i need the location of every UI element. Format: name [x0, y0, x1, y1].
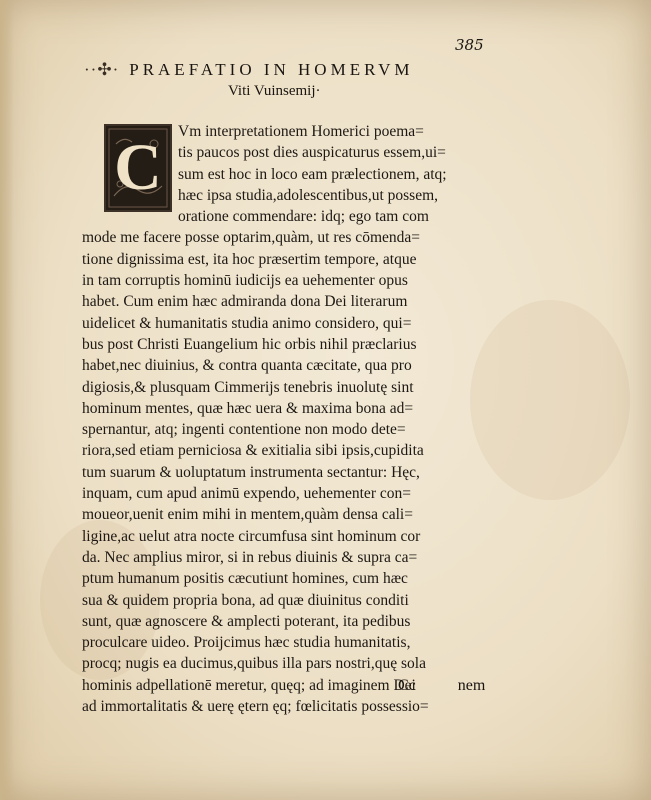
text-line: habet,nec diuinius, & contra quanta cæcitate, qua pro	[82, 357, 412, 375]
text-line: spernantur, atq; ingenti contentione non modo dete=	[82, 421, 406, 439]
text-line: habet. Cum enim hæc admiranda dona Dei literarum	[82, 293, 408, 311]
text-line: sunt, quæ agnoscere & amplecti poterant, ita pedibus	[82, 612, 411, 630]
text-line: digiosis,& plusquam Cimmerijs tenebris inuolutę sint	[82, 378, 414, 396]
text-line: Vm interpretationem Homerici poema=	[178, 123, 424, 140]
text-line: bus post Christi Euangelium hic orbis nihil præclarius	[82, 335, 417, 353]
body-text	[82, 121, 447, 717]
text-line: inquam, cum apud animū expendo, uehementer con=	[82, 485, 411, 503]
ornament-icon: ··✣·	[84, 60, 120, 79]
text-line: moueor,uenit enim mihi in mentem,quàm densa cali=	[82, 506, 413, 524]
running-head	[84, 60, 524, 80]
text-line: oratione commendare: idq; ego tam com	[178, 208, 429, 226]
text-line: in tam corruptis hominū iudicijs ea uehementer opus	[82, 272, 408, 290]
text-line: hominum mentes, quæ hæc uera & maxima bona ad=	[82, 399, 414, 417]
text-line: mode me facere posse optarim,quàm, ut res cōmenda=	[82, 229, 420, 247]
text-line: tis paucos post dies auspicaturus essem,ui=	[178, 144, 446, 162]
text-line: riora,sed etiam perniciosa & exitialia sibi ipsis,cupidita	[82, 442, 424, 460]
text-line: sum est hoc in loco eam prælectionem, atq;	[178, 165, 447, 183]
text-line: hominis adpellationē meretur, quęq; ad imaginem Dei	[82, 676, 416, 694]
text-line: proculcare uideo. Proijcimus hæc studia humanitatis,	[82, 634, 411, 652]
page-edge-shadow	[0, 0, 14, 800]
text-line: uidelicet & humanitatis studia animo considero, qui=	[82, 314, 412, 332]
text-line: hæc ipsa studia,adolescentibus,ut possem,	[178, 186, 439, 204]
text-line: ptum humanum positis cæcutiunt homines, cum hæc	[82, 570, 408, 588]
author-line: Viti Vuinsemij·	[228, 83, 321, 99]
text-line: sua & quidem propria bona, ad quæ diuinitus conditi	[82, 591, 409, 609]
initial-letter: C	[114, 131, 162, 204]
text-line: procq; nugis ea ducimus,quibus illa pars nostri,quę sola	[82, 655, 426, 673]
text-line: ligine,ac uelut atra nocte circumfusa sint hominum cor	[82, 527, 421, 545]
text-line: tione dignissima est, ita hoc præsertim tempore, atque	[82, 250, 417, 268]
page-number: 385	[455, 36, 484, 54]
paper-stain	[470, 300, 630, 500]
text-line: ad immortalitatis & uerę ętern ęq; fœlicitatis possessio=	[82, 698, 429, 716]
text-line: tum suarum & uoluptatum instrumenta sectantur: Hęc,	[82, 463, 420, 481]
running-head-title: PRAEFATIO IN HOMERVM	[129, 60, 414, 79]
catchword: Cc nem	[398, 677, 486, 694]
text-line: da. Nec amplius miror, si in rebus diuinis & supra ca=	[82, 548, 418, 566]
